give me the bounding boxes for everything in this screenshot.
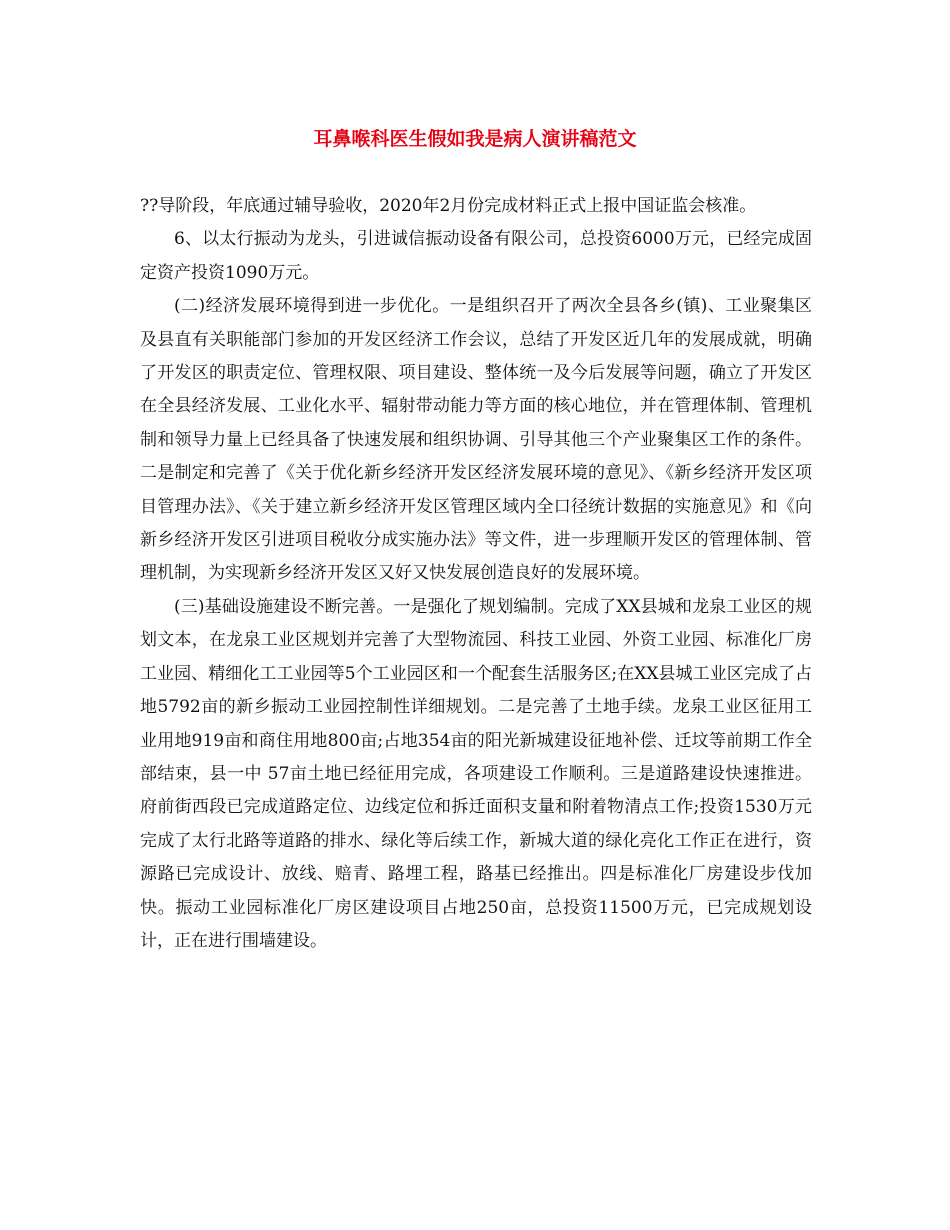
paragraph-1: ??导阶段，年底通过辅导验收，2020年2月份完成材料正式上报中国证监会核准。 — [140, 196, 757, 216]
document-title: 耳鼻喉科医生假如我是病人演讲稿范文 — [313, 128, 637, 150]
document-body — [140, 190, 812, 958]
paragraph-2: 6、以太行振动为龙头，引进诚信振动设备有限公司，总投资6000万元，已经完成固定资产投资1090万元。 — [140, 229, 812, 283]
paragraph-4: (三)基础设施建设不断完善。一是强化了规划编制。完成了XX县城和龙泉工业区的规划文本，在龙泉工业区规划并完善了大型物流园、科技工业园、外资工业园、标准化厂房工业园、精细化工工业园等5个工业园区和一个配套生活服务区;在XX县城工业区完成了占地5792亩的新乡振动工业园控制性详细规划。二是完善了土地手续。龙泉工业区征用工业用地919亩和商住用地800亩;占地354亩的阳光新城建设征地补偿、迁坟等前期工作全部结束，县一中 57亩土地已经征用完成，各项建设工作顺利。三是道路建设快速推进。府前街西段已完成道路定位、边线定位和拆迁面积支量和附着物清点工作;投资1530万元完成了太行北路等道路的排水、绿化等后续工作，新城大道的绿化亮化工作正在进行，资源路已完成设计、放线、赔青、路埋工程，路基已经推出。四是标准化厂房建设步伐加快。振动工业园标准化厂房区建设项目占地250亩，总投资11500万元，已完成规划设计，正在进行围墙建设。 — [140, 596, 812, 951]
paragraph-3: (二)经济发展环境得到进一步优化。一是组织召开了两次全县各乡(镇)、工业聚集区及县直有关职能部门参加的开发区经济工作会议，总结了开发区近几年的发展成就，明确了开发区的职责定位、管理权限、项目建设、整体统一及今后发展等问题，确立了开发区在全县经济发展、工业化水平、辐射带动能力等方面的核心地位，并在管理体制、管理机制和领导力量上已经具备了快速发展和组织协调、引导其他三个产业聚集区工作的条件。二是制定和完善了《关于优化新乡经济开发区经济发展环境的意见》、《新乡经济开发区项目管理办法》、《关于建立新乡经济开发区管理区域内全口径统计数据的实施意见》和《向新乡经济开发区引进项目税收分成实施办法》等文件，进一步理顺开发区的管理体制、管理机制，为实现新乡经济开发区又好又快发展创造良好的发展环境。 — [140, 296, 812, 584]
